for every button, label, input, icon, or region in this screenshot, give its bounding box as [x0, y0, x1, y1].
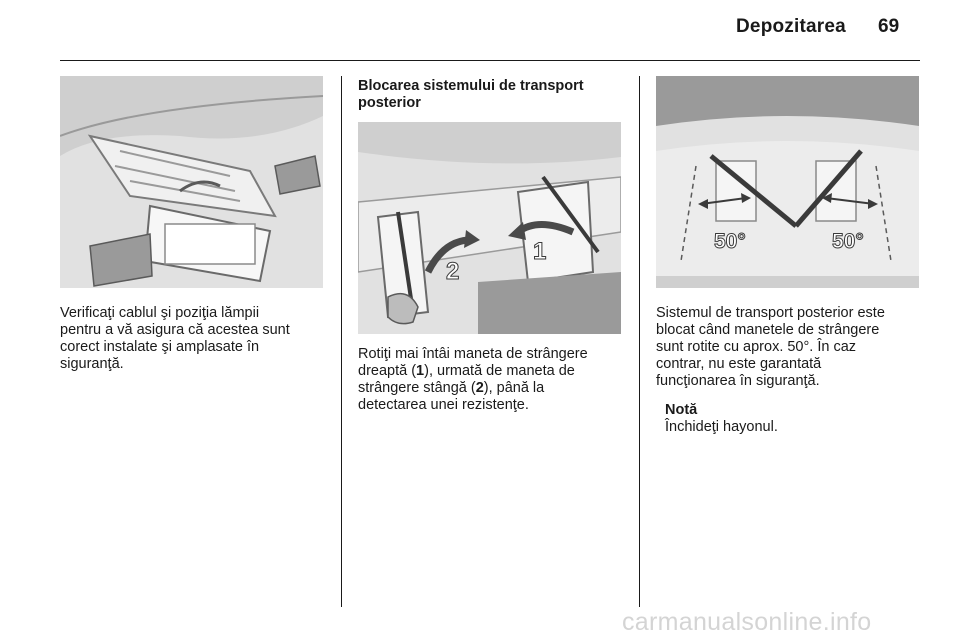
rotate-text-part1: Rotiţi mai întâi maneta de strângere dreaptă ( [358, 346, 588, 379]
figure-callout-2: 2 [446, 258, 460, 285]
header-divider [60, 60, 920, 61]
rotate-levers-paragraph [358, 346, 633, 414]
note-text: Închideţi hayonul. [665, 419, 778, 435]
watermark: carmanualsonline.info [622, 608, 872, 636]
figure-lever-angle [656, 76, 919, 288]
rotate-ref-1: 1 [416, 363, 425, 379]
lock-angle-paragraph: Sistemul de transport posterior este blocat când manetele de strângere sunt rotite cu aprox. 50°. În caz contrar, nu este garantată funcţionarea în siguranţă. [656, 305, 885, 389]
angle-illustration [656, 76, 919, 288]
figure-clamping-levers [358, 122, 621, 334]
figure-rear-carrier-lamp [60, 76, 323, 288]
page-title: Depozitarea [736, 16, 846, 37]
angle-label-right: 50° [832, 230, 864, 253]
lamp-check-paragraph: Verificaţi cablul şi poziţia lămpii pentru a vă asigura că acestea sunt corect instalate şi amplasate în siguranţă. [60, 305, 290, 372]
rotate-text-part3: ), până la detectarea unei rezistenţe. [358, 380, 545, 413]
note-label: Notă [665, 402, 698, 418]
section-heading-locking: Blocarea sistemului de transport posterior [358, 78, 584, 111]
angle-label-left: 50° [714, 230, 746, 253]
rotate-ref-2: 2 [475, 380, 484, 396]
lamp-illustration [60, 76, 323, 288]
levers-illustration [358, 122, 621, 334]
rotate-text-part2: ), urmată de maneta de strângere stângă ( [358, 363, 575, 396]
figure-callout-1: 1 [533, 238, 547, 265]
page-number: 69 [878, 16, 900, 37]
column-divider-right [639, 76, 640, 607]
column-divider-left [341, 76, 342, 607]
